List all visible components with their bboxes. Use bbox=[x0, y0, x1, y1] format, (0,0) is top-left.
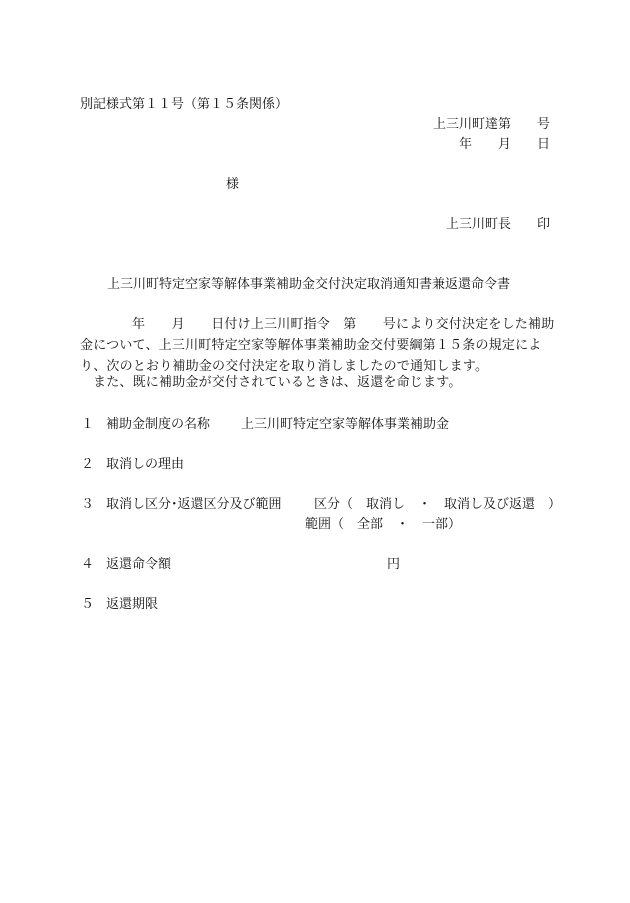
item-label: 返還期限 bbox=[106, 597, 159, 612]
item-value-category: 区分（ 取消し ・ 取消し及び返還 ） bbox=[314, 497, 562, 512]
item-number: ４ bbox=[81, 557, 95, 572]
addressee-suffix: 様 bbox=[226, 177, 240, 192]
item-label: 補助金制度の名称 bbox=[106, 417, 211, 432]
item-label: 返還命令額 bbox=[106, 557, 172, 572]
item-value: 上三川町特定空家等解体事業補助金 bbox=[241, 417, 450, 432]
document-number: 上三川町達第 号 bbox=[432, 117, 550, 132]
issue-date: 年 月 日 bbox=[458, 137, 550, 152]
document-title: 上三川町特定空家等解体事業補助金交付決定取消通知書兼返還命令書 bbox=[107, 277, 511, 292]
item-number: ５ bbox=[81, 597, 95, 612]
issuer-signature: 上三川町長 印 bbox=[445, 217, 550, 232]
item-number: １ bbox=[81, 417, 95, 432]
form-number: 別記様式第１１号（第１５条関係） bbox=[80, 97, 289, 112]
item-value-scope: 範囲（ 全部 ・ 一部） bbox=[305, 517, 462, 532]
item-label: 取消し区分･返還区分及び範囲 bbox=[106, 497, 282, 512]
item-number: ２ bbox=[81, 457, 95, 472]
item-number: ３ bbox=[81, 497, 95, 512]
body-paragraph-2: また、既に補助金が交付されているときは、返還を命じます。 bbox=[93, 375, 462, 390]
item-label: 取消しの理由 bbox=[106, 457, 185, 472]
body-paragraph-1: 年 月 日付け上三川町指令 第 号により交付決定をした補助金について、上三川町特定空家等解体事業補助金交付要綱第１５条の規定により、次のとおり補助金の交付決定を取り消しましたので通知します。 bbox=[80, 317, 555, 374]
item-value-yen: 円 bbox=[387, 557, 401, 572]
